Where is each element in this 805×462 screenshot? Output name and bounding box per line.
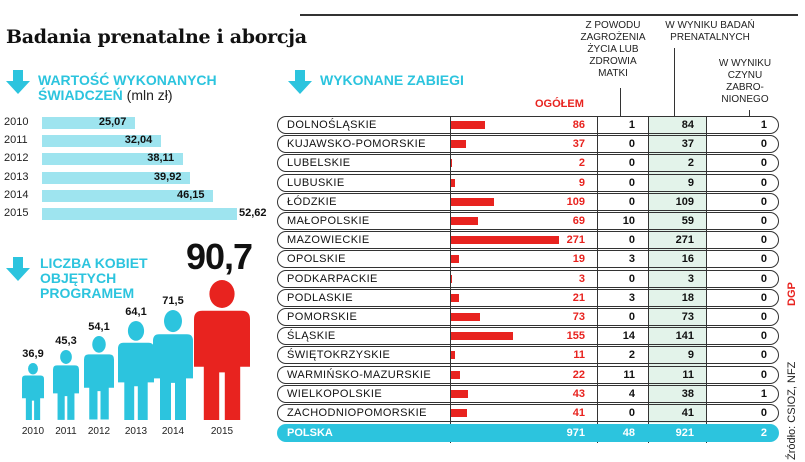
region-name: MAŁOPOLSKIE — [287, 215, 370, 227]
women-value-label: 36,9 — [22, 348, 44, 361]
women-value-label: 71,5 — [162, 294, 184, 307]
prenatal-column-header — [655, 20, 765, 44]
summary-total: 971 — [566, 427, 585, 440]
woman-figure — [153, 310, 193, 420]
value-heading-line1: WARTOŚĆ WYKONANYCH — [38, 72, 217, 88]
region-name: DOLNOŚLĄSKIE — [287, 119, 377, 131]
crime-value: 0 — [760, 253, 767, 266]
total-bar — [451, 275, 452, 283]
total-value: 2 — [578, 157, 585, 170]
threat-value: 3 — [628, 291, 635, 304]
crime-header-line: NIONEGO — [721, 94, 769, 105]
prenatal-value: 16 — [681, 253, 694, 266]
year-label: 2013 — [4, 170, 29, 183]
total-value: 19 — [572, 253, 585, 266]
threat-value: 0 — [628, 195, 635, 208]
total-value: 69 — [572, 215, 585, 227]
total-value: 86 — [572, 119, 585, 131]
crime-value: 0 — [760, 234, 767, 247]
prenatal-value: 59 — [681, 215, 694, 227]
arrow-down-icon — [4, 68, 32, 96]
summary-row — [277, 424, 779, 442]
value-heading-line2: ŚWIADCZEŃ — [38, 87, 123, 103]
women-value-label: 45,3 — [55, 335, 77, 348]
threat-value: 3 — [628, 253, 635, 266]
women-heading — [40, 256, 148, 301]
crime-value: 0 — [760, 138, 767, 151]
value-label: 39,92 — [153, 170, 182, 183]
crime-value: 0 — [760, 291, 767, 304]
threat-value: 0 — [628, 234, 635, 247]
threat-value: 0 — [628, 272, 635, 285]
region-name: LUBELSKIE — [287, 157, 351, 170]
total-value: 41 — [572, 407, 585, 419]
region-name: MAZOWIECKIE — [287, 234, 370, 247]
arrow-down-icon — [4, 255, 32, 283]
total-value: 271 — [566, 234, 585, 247]
crime-value: 0 — [760, 176, 767, 189]
total-bar — [451, 198, 494, 206]
value-label: 46,15 — [177, 188, 205, 201]
total-value: 3 — [578, 272, 585, 285]
region-name: POMORSKIE — [287, 311, 358, 323]
procedures-heading: WYKONANE ZABIEGI — [320, 72, 464, 88]
crime-value: 0 — [760, 368, 767, 381]
prenatal-value: 73 — [681, 311, 694, 323]
total-bar — [451, 236, 559, 244]
region-name: ŁÓDZKIE — [287, 195, 337, 208]
prenatal-value: 38 — [681, 387, 694, 400]
prenatal-connector — [674, 48, 675, 116]
summary-prenatal: 921 — [675, 427, 694, 440]
crime-column-header — [705, 58, 785, 106]
woman-figure — [194, 280, 250, 420]
threat-value: 0 — [628, 157, 635, 170]
women-heading-line2: OBJĘTYCH — [40, 270, 117, 286]
prenatal-value: 41 — [681, 407, 694, 419]
table-row — [277, 250, 779, 268]
year-label: 2015 — [210, 426, 234, 437]
value-label: 32,04 — [124, 134, 153, 147]
table-row — [277, 193, 779, 211]
prenatal-value: 271 — [675, 234, 694, 247]
crime-value: 0 — [760, 311, 767, 323]
crime-header-line: ZABRO- — [726, 82, 764, 93]
threat-value: 1 — [628, 119, 635, 131]
region-name: PODLASKIE — [287, 291, 353, 304]
prenatal-value: 2 — [687, 157, 694, 170]
year-label: 2010 — [4, 116, 29, 128]
value-bar — [42, 208, 237, 220]
crime-value: 1 — [760, 119, 767, 131]
crime-value: 1 — [760, 387, 767, 400]
crime-value: 0 — [760, 157, 767, 170]
table-row — [277, 327, 779, 345]
total-value: 22 — [572, 368, 585, 381]
year-label: 2013 — [124, 426, 148, 437]
total-bar — [451, 371, 460, 379]
total-bar — [451, 351, 455, 359]
threat-value: 2 — [628, 349, 635, 362]
region-name: ZACHODNIOPOMORSKIE — [287, 407, 427, 419]
year-label: 2015 — [4, 207, 29, 219]
total-bar — [451, 390, 468, 398]
prenatal-value: 37 — [681, 138, 694, 151]
threat-header-line: ŻYCIA LUB — [587, 44, 639, 55]
threat-header-line: MATKI — [598, 68, 628, 79]
prenatal-value: 3 — [687, 272, 694, 285]
prenatal-value: 11 — [682, 368, 694, 381]
value-label: 38,11 — [147, 152, 175, 165]
table-row — [277, 174, 779, 192]
year-label: 2011 — [55, 426, 77, 437]
value-label: 25,07 — [98, 116, 127, 128]
region-name: WARMIŃSKO-MAZURSKIE — [287, 368, 432, 381]
woman-figure — [118, 321, 154, 420]
crime-header-line: CZYNU — [727, 70, 763, 81]
region-name: PODKARPACKIE — [287, 272, 378, 285]
summary-region: POLSKA — [287, 427, 333, 440]
value-label: 52,62 — [239, 207, 267, 219]
women-value-label: 64,1 — [125, 306, 147, 319]
total-value: 9 — [578, 176, 585, 189]
threat-value: 0 — [628, 407, 635, 419]
prenatal-value: 84 — [681, 119, 694, 131]
summary-crime: 2 — [760, 427, 767, 440]
prenatal-value: 141 — [675, 330, 694, 343]
total-value: 43 — [572, 387, 585, 400]
region-name: OPOLSKIE — [287, 253, 346, 266]
threat-value: 10 — [622, 215, 635, 227]
total-bar — [451, 255, 459, 263]
prenatal-value: 9 — [687, 349, 694, 362]
source-note: Źródło: CSIOZ, NFZ — [786, 361, 798, 460]
total-bar — [451, 140, 466, 148]
crime-header-line: W WYNIKU — [718, 58, 772, 69]
year-label: 2012 — [4, 152, 29, 165]
region-name: LUBUSKIE — [287, 176, 345, 189]
value-heading — [38, 73, 217, 103]
threat-header-line: ZDROWIA — [589, 56, 637, 67]
total-bar — [451, 313, 480, 321]
threat-value: 11 — [623, 368, 635, 381]
total-bar — [451, 409, 467, 417]
prenatal-value: 109 — [675, 195, 694, 208]
region-name: WIELKOPOLSKIE — [287, 387, 383, 400]
total-value: 73 — [572, 311, 585, 323]
woman-figure — [84, 336, 114, 420]
total-value: 37 — [572, 138, 585, 151]
arrow-down-icon — [286, 68, 314, 96]
year-label: 2014 — [161, 426, 185, 437]
total-value: 21 — [572, 291, 585, 304]
threat-value: 0 — [628, 176, 635, 189]
value-unit: (mln zł) — [126, 87, 173, 103]
total-bar — [451, 121, 485, 129]
threat-header-line: ZAGROŻENIA — [580, 32, 646, 43]
region-name: ŚWIĘTOKRZYSKIE — [287, 349, 391, 362]
year-label: 2014 — [4, 188, 29, 201]
crime-value: 0 — [760, 407, 767, 419]
top-rule — [300, 14, 798, 16]
total-bar — [451, 179, 455, 187]
threat-column-header — [568, 20, 658, 80]
women-value-label: 54,1 — [88, 321, 110, 334]
woman-figure — [22, 363, 44, 420]
prenatal-value: 9 — [687, 176, 694, 189]
year-label: 2011 — [4, 134, 28, 147]
total-bar — [451, 332, 513, 340]
prenatal-header-line: PRENATALNYCH — [670, 32, 750, 43]
crime-value: 0 — [760, 215, 767, 227]
women-heading-line3: PROGRAMEM — [40, 285, 135, 301]
crime-value: 0 — [760, 349, 767, 362]
women-heading-line1: LICZBA KOBIET — [40, 255, 148, 271]
year-label: 2012 — [87, 426, 111, 437]
crime-value: 0 — [760, 330, 767, 343]
total-value: 109 — [566, 195, 585, 208]
year-label: 2010 — [21, 426, 45, 437]
page-title: Badania prenatalne i aborcja — [6, 26, 307, 48]
total-bar — [451, 294, 459, 302]
total-value: 11 — [573, 349, 585, 362]
total-column-header: OGÓŁEM — [535, 98, 584, 110]
threat-value: 14 — [622, 330, 635, 343]
threat-connector — [620, 88, 621, 116]
threat-value: 0 — [628, 138, 635, 151]
women-value-label-highlight: 90,7 — [186, 236, 253, 277]
total-value: 155 — [566, 330, 585, 343]
region-name: KUJAWSKO-POMORSKIE — [287, 138, 426, 151]
threat-header-line: Z POWODU — [585, 20, 641, 31]
threat-value: 0 — [628, 311, 635, 323]
crime-value: 0 — [760, 272, 767, 285]
prenatal-header-line: W WYNIKU BADAŃ — [665, 20, 755, 31]
logo: DGP — [786, 282, 798, 306]
total-bar — [451, 159, 452, 167]
region-name: ŚLĄSKIE — [287, 330, 336, 343]
threat-value: 4 — [628, 387, 635, 400]
table-row — [277, 154, 779, 172]
total-bar — [451, 217, 478, 225]
crime-value: 0 — [760, 195, 767, 208]
summary-threat: 48 — [622, 427, 635, 440]
woman-figure — [53, 350, 79, 420]
prenatal-value: 18 — [681, 291, 694, 304]
